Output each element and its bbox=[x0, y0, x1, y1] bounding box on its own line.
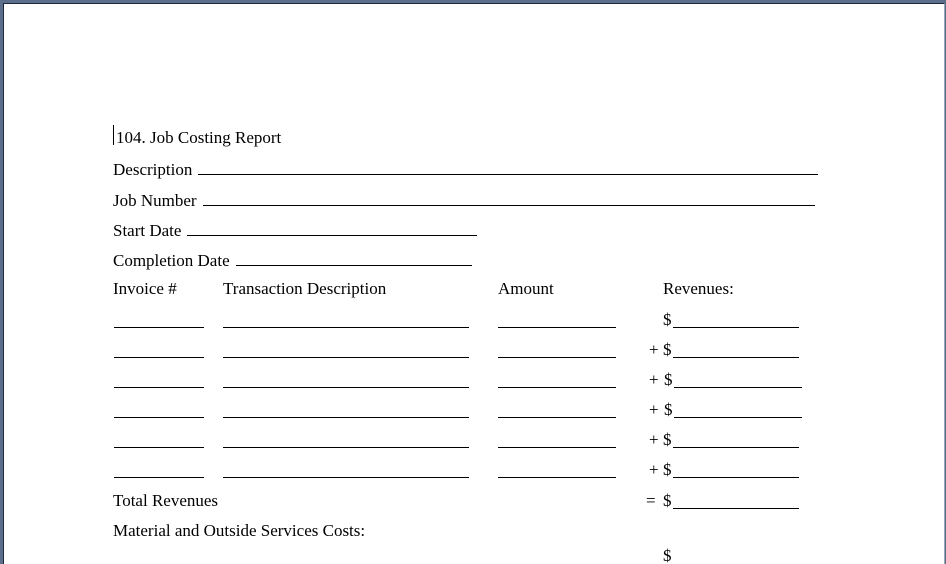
table-row bbox=[4, 310, 944, 332]
completion-date-label: Completion Date bbox=[113, 251, 230, 270]
job-number-label: Job Number bbox=[113, 191, 197, 210]
table-row bbox=[4, 400, 944, 422]
currency-sign: $ bbox=[663, 491, 672, 510]
revenues-header: Revenues: bbox=[663, 279, 734, 298]
transaction-header: Transaction Description bbox=[223, 279, 387, 298]
transaction-blank[interactable] bbox=[223, 387, 469, 388]
completion-date-blank[interactable] bbox=[236, 249, 472, 266]
transaction-blank[interactable] bbox=[223, 447, 469, 448]
amount-blank[interactable] bbox=[498, 357, 616, 358]
report-title bbox=[116, 128, 281, 148]
amount-blank[interactable] bbox=[498, 387, 616, 388]
transaction-blank[interactable] bbox=[223, 357, 469, 358]
invoice-blank[interactable] bbox=[114, 357, 204, 358]
operator-sign: + bbox=[649, 430, 659, 449]
transaction-blank[interactable] bbox=[223, 477, 469, 478]
start-date-blank[interactable] bbox=[187, 219, 477, 236]
revenue-blank[interactable] bbox=[673, 357, 799, 358]
costs-section-heading bbox=[113, 521, 365, 541]
revenue-blank[interactable] bbox=[674, 387, 802, 388]
completion-date-field bbox=[113, 249, 472, 271]
operator-sign: + bbox=[649, 340, 659, 359]
job-number-blank[interactable] bbox=[203, 189, 815, 206]
revenue-blank[interactable] bbox=[674, 417, 802, 418]
currency-sign: $ bbox=[663, 430, 672, 449]
currency-sign: $ bbox=[664, 370, 673, 389]
invoice-blank[interactable] bbox=[114, 477, 204, 478]
operator-sign: + bbox=[649, 400, 659, 419]
invoice-blank[interactable] bbox=[114, 417, 204, 418]
currency-sign: $ bbox=[663, 310, 672, 329]
amount-header: Amount bbox=[498, 279, 554, 298]
table-row bbox=[4, 430, 944, 452]
revenue-blank[interactable] bbox=[673, 477, 799, 478]
table-row bbox=[4, 546, 944, 564]
table-row bbox=[4, 460, 944, 482]
start-date-label: Start Date bbox=[113, 221, 182, 240]
job-number-field bbox=[113, 189, 815, 211]
transaction-blank[interactable] bbox=[223, 327, 469, 328]
amount-blank[interactable] bbox=[498, 327, 616, 328]
operator-sign: + bbox=[649, 370, 659, 389]
currency-sign: $ bbox=[663, 460, 672, 479]
invoice-header: Invoice # bbox=[113, 279, 177, 298]
equals-sign: = bbox=[646, 491, 656, 510]
document-page[interactable] bbox=[3, 3, 945, 564]
amount-blank[interactable] bbox=[498, 447, 616, 448]
description-blank[interactable] bbox=[198, 158, 818, 175]
transaction-blank[interactable] bbox=[223, 417, 469, 418]
amount-blank[interactable] bbox=[498, 477, 616, 478]
total-revenues-label: Total Revenues bbox=[113, 491, 219, 510]
table-row bbox=[4, 340, 944, 362]
revenue-blank[interactable] bbox=[673, 327, 799, 328]
report-title-text: 104. Job Costing Report bbox=[116, 128, 282, 147]
total-revenue-blank[interactable] bbox=[673, 508, 799, 509]
description-label: Description bbox=[113, 160, 193, 179]
operator-sign: + bbox=[649, 460, 659, 479]
start-date-field bbox=[113, 219, 477, 241]
amount-blank[interactable] bbox=[498, 417, 616, 418]
text-cursor bbox=[113, 125, 114, 145]
table-row bbox=[4, 370, 944, 392]
invoice-blank[interactable] bbox=[114, 327, 204, 328]
invoice-blank[interactable] bbox=[114, 447, 204, 448]
invoice-blank[interactable] bbox=[114, 387, 204, 388]
costs-section-heading-text: Material and Outside Services Costs: bbox=[113, 521, 366, 540]
table-header bbox=[4, 279, 944, 301]
currency-sign: $ bbox=[663, 546, 672, 564]
description-field bbox=[113, 158, 818, 180]
currency-sign: $ bbox=[664, 400, 673, 419]
currency-sign: $ bbox=[663, 340, 672, 359]
total-revenues-row bbox=[4, 491, 944, 513]
revenue-blank[interactable] bbox=[673, 447, 799, 448]
